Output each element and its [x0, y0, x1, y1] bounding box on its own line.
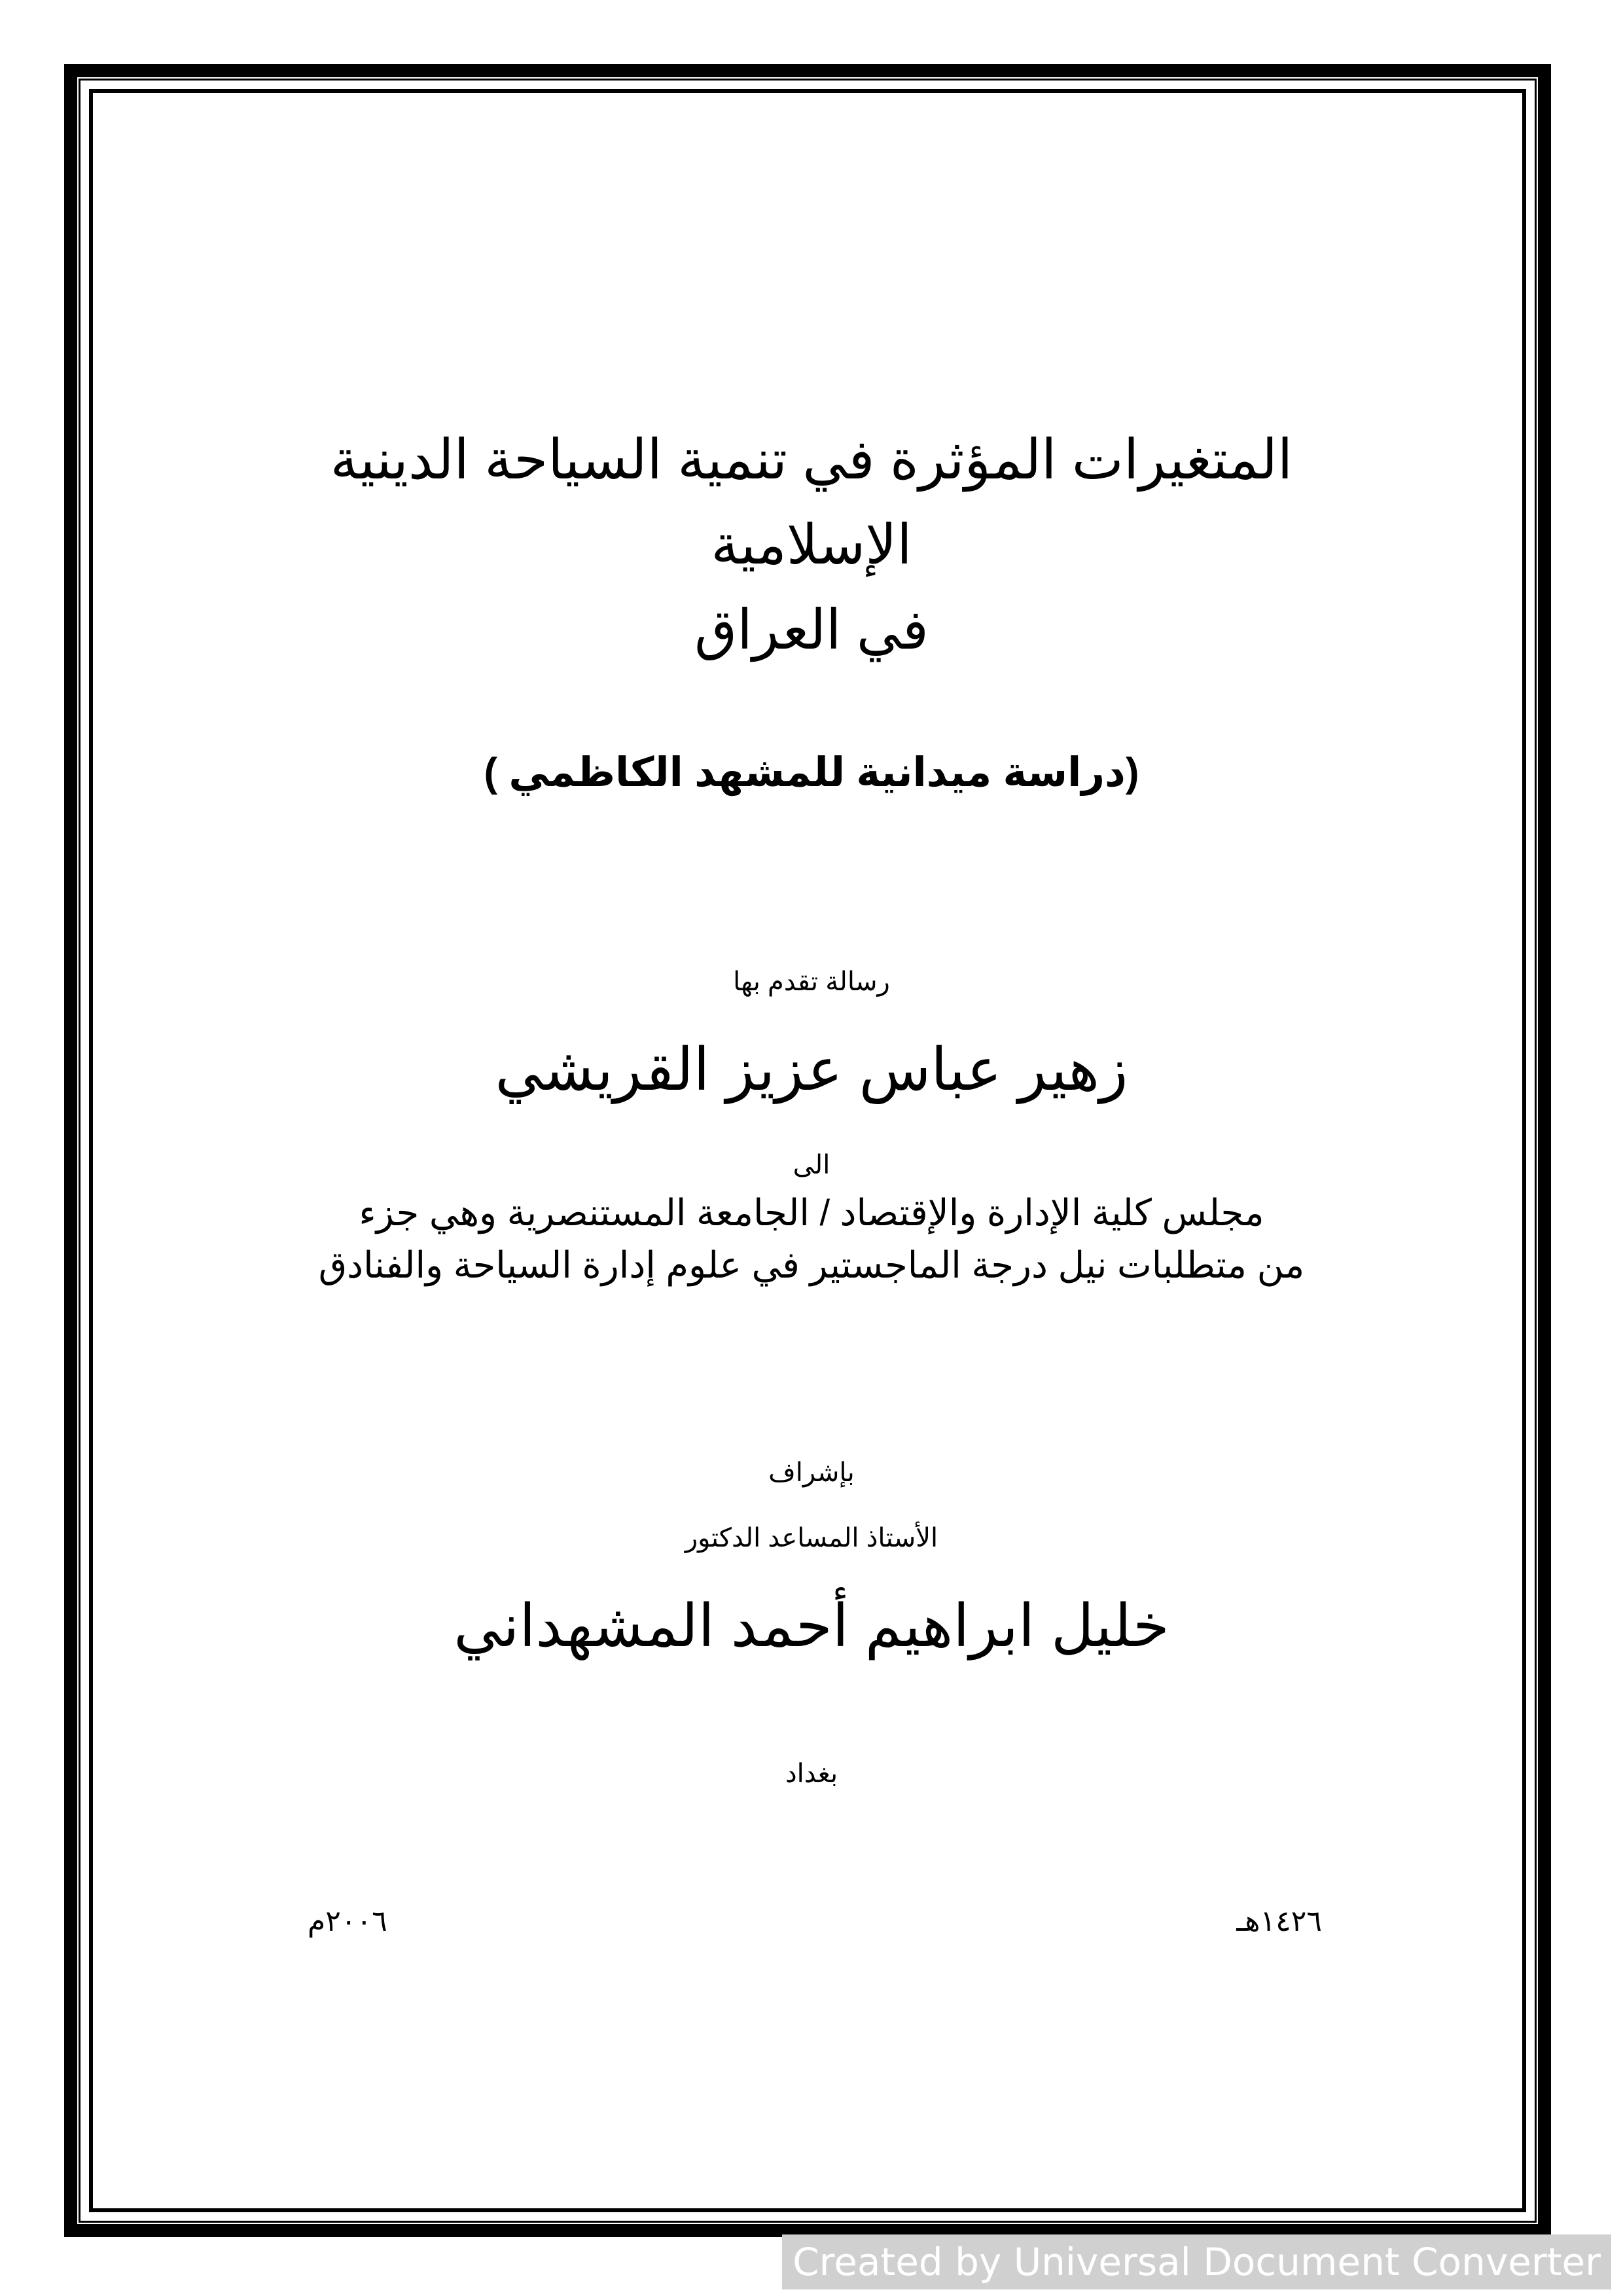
author-name: زهير عباس عزيز القريشي	[495, 1037, 1128, 1103]
supervisor-rank: الأستاذ المساعد الدكتور	[685, 1524, 938, 1552]
submission-to: الى	[793, 1151, 830, 1179]
place: بغداد	[785, 1759, 838, 1788]
submission-intro: رسالة تقدم بها	[733, 967, 890, 996]
title-line-1: المتغيرات المؤثرة في تنمية السياحة الدينية	[330, 429, 1293, 490]
date-gregorian: ٢٠٠٦م	[308, 1905, 387, 1937]
date-hijri: ١٤٢٦هـ	[1236, 1905, 1322, 1937]
submission-body-line-1: مجلس كلية الإدارة والإقتصاد / الجامعة المستنصرية وهي جزء	[359, 1192, 1264, 1233]
supervisor-name: خليل ابراهيم أحمد المشهداني	[454, 1594, 1169, 1659]
title-line-2: الإسلامية	[711, 514, 912, 575]
title-line-3: في العراق	[694, 599, 929, 660]
subtitle: (دراسة ميدانية للمشهد الكاظمي )	[484, 750, 1139, 795]
submission-body-line-2: من متطلبات نيل درجة الماجستير في علوم إدارة السياحة والفنادق	[318, 1244, 1305, 1285]
supervision-label: بإشراف	[768, 1458, 855, 1487]
watermark: Created by Universal Document Converter	[782, 2234, 1611, 2289]
